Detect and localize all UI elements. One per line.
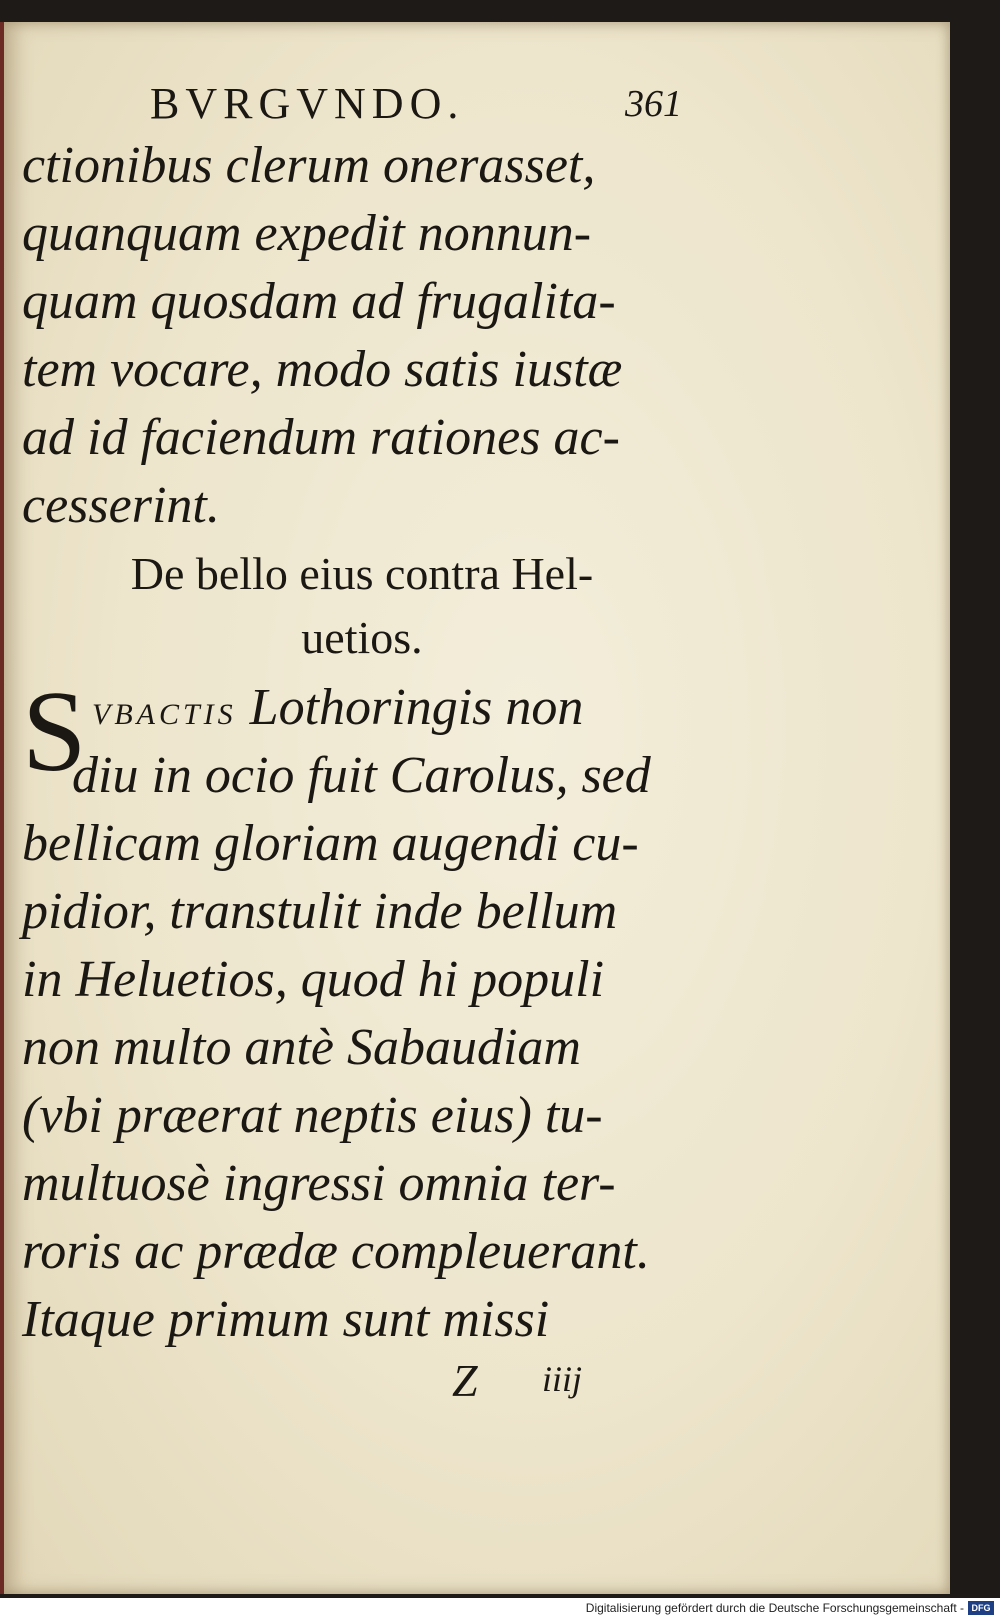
text-line: quanquam expedit nonnun- xyxy=(22,205,592,262)
running-head xyxy=(22,72,702,132)
running-head-title: BVRGVNDO. xyxy=(150,79,465,128)
text-line: tem vocare, modo satis iustæ xyxy=(22,341,623,398)
text-line: bellicam gloriam augendi cu- xyxy=(22,815,639,872)
drop-cap-second-line: diu in ocio fuit Carolus, sed xyxy=(72,747,651,804)
page-number: 361 xyxy=(625,83,682,125)
text-line: quam quosdam ad frugalita- xyxy=(22,273,616,330)
text-line: ctionibus clerum onerasset, xyxy=(22,137,596,194)
signature-mark xyxy=(22,1354,702,1424)
text-line: multuosè ingressi omnia ter- xyxy=(22,1155,616,1212)
signature-number: iiij xyxy=(542,1359,583,1399)
section-heading-line-2: uetios. xyxy=(301,612,423,663)
text-line: non multo antè Sabaudiam xyxy=(22,1019,581,1076)
drop-cap-paragraph-start xyxy=(22,668,702,810)
section-heading-line-1: De bello eius contra Hel- xyxy=(130,548,594,599)
text-line: pidior, transtulit inde bellum xyxy=(22,883,618,940)
text-line: Itaque primum sunt missi xyxy=(22,1291,550,1348)
text-line: ad id faciendum rationes ac- xyxy=(22,409,620,466)
text-line: roris ac prædæ compleuerant. xyxy=(22,1223,650,1280)
dfg-logo: DFG xyxy=(968,1601,994,1615)
book-page xyxy=(4,22,950,1594)
funding-credit: Digitalisierung gefördert durch die Deutsche Forschungsgemeinschaft - xyxy=(585,1601,964,1615)
text-block xyxy=(22,72,702,1424)
text-line: (vbi præerat neptis eius) tu- xyxy=(22,1087,603,1144)
text-line: cesserint. xyxy=(22,477,220,534)
text-line: in Heluetios, quod hi populi xyxy=(22,951,605,1008)
drop-cap-letter: S xyxy=(22,668,87,796)
drop-cap-first-line xyxy=(92,674,583,749)
signature-letter: Z xyxy=(452,1355,478,1406)
first-line-rest: Lothoringis non xyxy=(236,679,584,736)
small-caps-word: VBACTIS xyxy=(92,698,237,731)
